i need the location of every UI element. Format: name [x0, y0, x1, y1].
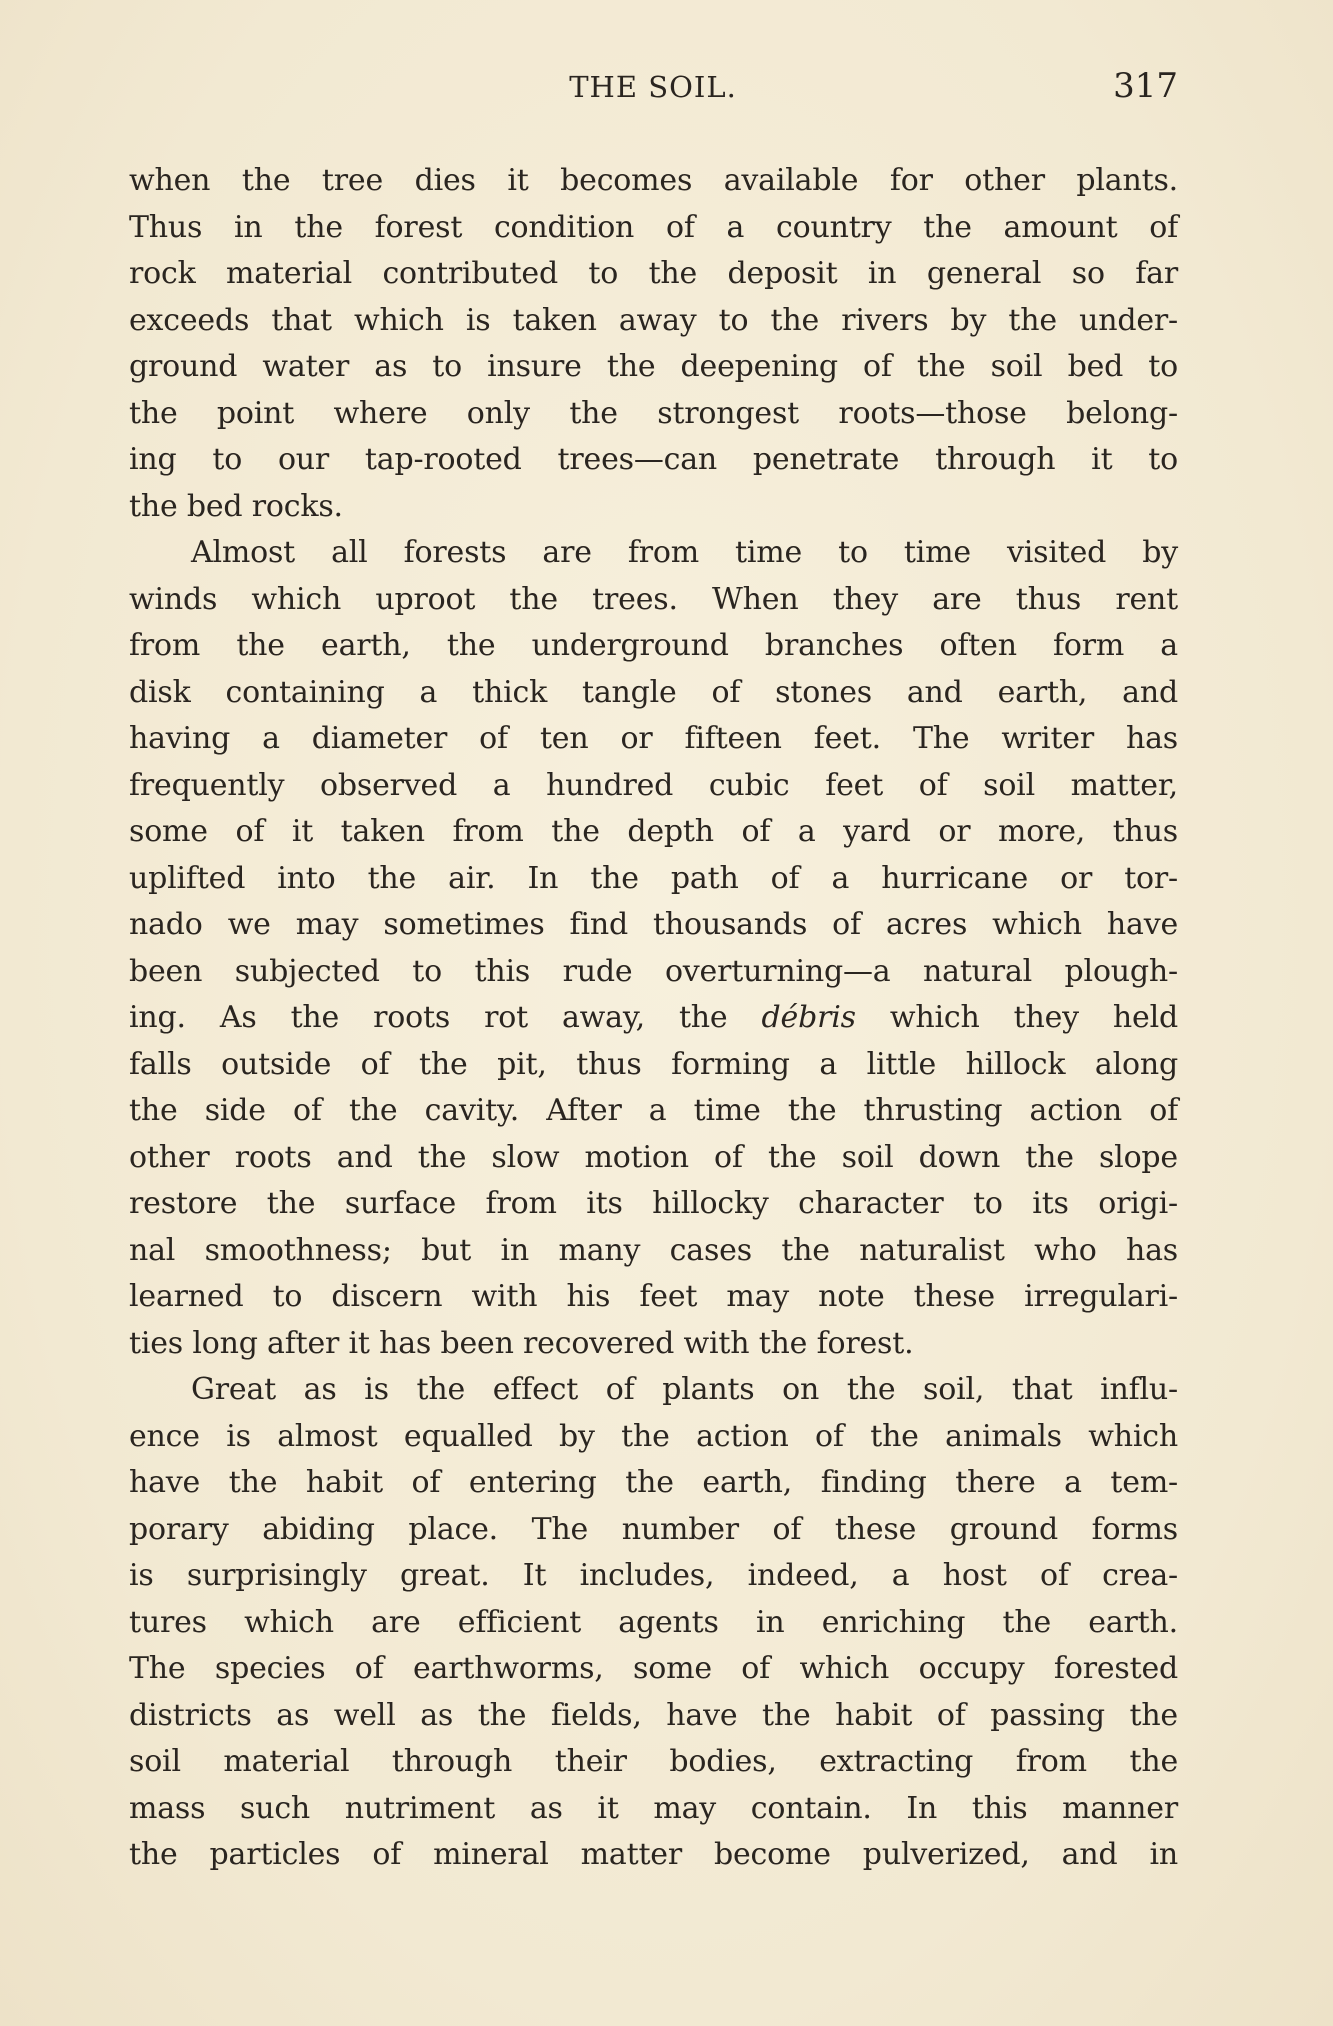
text-line: ties long after it has been recovered with the forest.: [129, 1325, 914, 1361]
text-line: nal smoothness; but in many cases the naturalist who has: [129, 1232, 1178, 1268]
running-header: [128, 66, 1178, 114]
text-line: Thus in the forest condition of a country the amount of: [129, 209, 1178, 245]
text-line: other roots and the slow motion of the soil down the slope: [129, 1139, 1178, 1175]
text-line: exceeds that which is taken away to the rivers by the under-: [129, 302, 1178, 338]
text-line: districts as well as the fields, have the habit of passing the: [129, 1697, 1178, 1733]
text-line: disk containing a thick tangle of stones and earth, and: [129, 674, 1178, 710]
text-line: the point where only the strongest roots—those belong-: [129, 395, 1178, 431]
text-line: porary abiding place. The number of these ground forms: [129, 1511, 1178, 1547]
text-line: the particles of mineral matter become pulverized, and in: [129, 1837, 1178, 1872]
page-number: 317: [1113, 66, 1178, 106]
running-title: THE SOIL.: [569, 70, 737, 104]
text-line: frequently observed a hundred cubic feet of soil matter,: [129, 767, 1178, 803]
text-line: Great as is the effect of plants on the soil, that influ-: [191, 1372, 1178, 1407]
text-line: restore the surface from its hillocky character to its origi-: [129, 1186, 1178, 1221]
text-line: Almost all forests are from time to time visited by: [191, 535, 1178, 570]
text-line: The species of earthworms, some of which occupy forested: [129, 1651, 1178, 1686]
text-line: soil material through their bodies, extracting from the: [129, 1744, 1178, 1779]
text-line: been subjected to this rude overturning—a natural plough-: [129, 953, 1178, 989]
text-line: ence is almost equalled by the action of the animals which: [129, 1418, 1178, 1454]
text-line: when the tree dies it becomes available for other plants.: [129, 163, 1178, 198]
text-line: tures which are efficient agents in enriching the earth.: [129, 1604, 1178, 1640]
text-line: is surprisingly great. It includes, indeed, a host of crea-: [129, 1558, 1178, 1593]
text-line: the side of the cavity. After a time the thrusting action of: [129, 1093, 1178, 1128]
text-line: rock material contributed to the deposit in general so far: [129, 256, 1178, 291]
text-line: ground water as to insure the deepening of the soil bed to: [129, 349, 1178, 384]
text-line: having a diameter of ten or fifteen feet. The writer has: [129, 721, 1178, 756]
text-segment: ing. As the roots rot away, the: [129, 1000, 728, 1035]
text-line: nado we may sometimes find thousands of acres which have: [129, 907, 1178, 942]
text-line: winds which uproot the trees. When they are thus rent: [129, 581, 1178, 617]
text-segment: which they held: [889, 1000, 1178, 1035]
text-line: mass such nutriment as it may contain. In this manner: [129, 1790, 1178, 1826]
italic-term: débris: [761, 1000, 856, 1035]
text-line: learned to discern with his feet may note these irregulari-: [129, 1279, 1178, 1314]
text-line: ing to our tap-rooted trees—can penetrate through it to: [129, 442, 1178, 477]
text-line: have the habit of entering the earth, finding there a tem-: [129, 1465, 1178, 1500]
text-line: falls outside of the pit, thus forming a little hillock along: [129, 1046, 1178, 1082]
text-line: some of it taken from the depth of a yard or more, thus: [129, 814, 1178, 849]
text-line: uplifted into the air. In the path of a hurricane or tor-: [129, 860, 1178, 896]
text-line: from the earth, the underground branches often form a: [129, 628, 1178, 663]
text-line: the bed rocks.: [129, 488, 343, 524]
text-line-with-italic: [129, 995, 1178, 1042]
body-text: [129, 158, 1178, 1879]
